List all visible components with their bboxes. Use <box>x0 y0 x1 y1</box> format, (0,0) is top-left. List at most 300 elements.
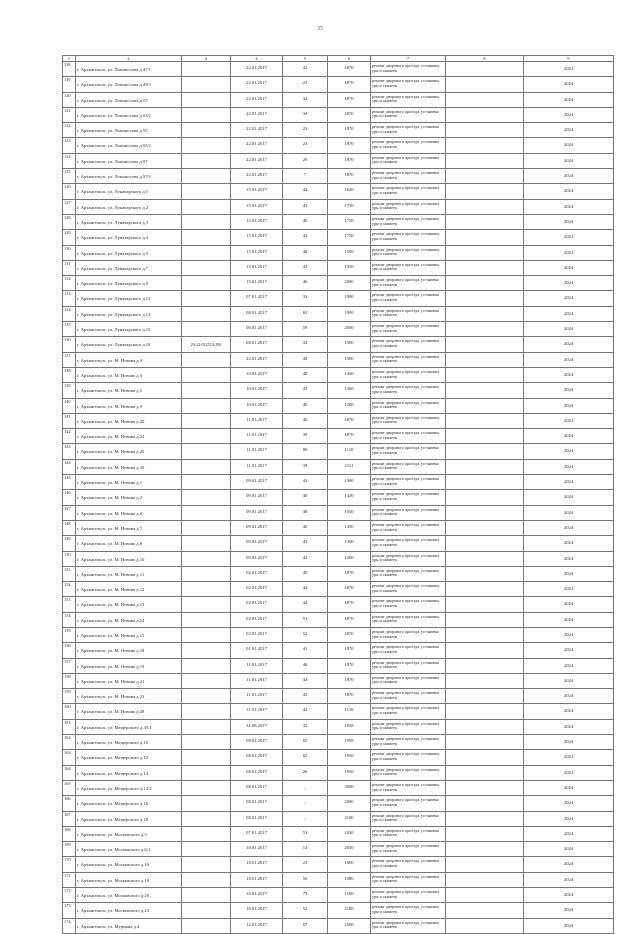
column-5-cell: 48 <box>283 245 328 260</box>
column-8-cell <box>446 765 524 780</box>
column-8-cell <box>446 107 524 122</box>
table-row <box>63 658 614 673</box>
row-number-cell: 152 <box>63 582 76 597</box>
year-cell: 2024 <box>524 459 614 474</box>
column-header: 4 <box>231 56 283 62</box>
row-number-cell: 121 <box>63 107 76 122</box>
cadastral-number-cell <box>182 536 231 551</box>
table-row <box>63 551 614 566</box>
column-5-cell: 53 <box>283 826 328 841</box>
date-cell: 15.01.2017 <box>231 276 283 291</box>
work-description-cell: ремонт дворового проезда, установка урн и скамеек <box>371 306 446 321</box>
work-description-cell: ремонт дворового проезда, установка урн и скамеек <box>371 123 446 138</box>
column-5-cell: 73 <box>283 888 328 903</box>
work-description-cell: ремонт дворового проезда, установка урн и скамеек <box>371 627 446 642</box>
date-cell: 16.01.2017 <box>231 888 283 903</box>
column-8-cell <box>446 689 524 704</box>
column-8-cell <box>446 658 524 673</box>
table-row <box>63 413 614 428</box>
column-6-cell: 1870 <box>328 107 371 122</box>
address-cell: г. Архангельск, ул. Луначарского д.1 <box>76 184 182 199</box>
address-cell: г. Архангельск, ул. Ломоносова д.55/1 <box>76 138 182 153</box>
row-number-cell: 123 <box>63 138 76 153</box>
table-row <box>63 62 614 77</box>
address-cell: г. Архангельск, ул. М. Новова д.5 <box>76 383 182 398</box>
date-cell: 18.01.2017 <box>231 842 283 857</box>
row-number-cell: 133 <box>63 291 76 306</box>
address-cell: г. Архангельск, ул. М. Новова д.20 <box>76 413 182 428</box>
table-row <box>63 643 614 658</box>
work-description-cell: ремонт дворового проезда, установка урн и скамеек <box>371 918 446 933</box>
address-cell: г. Архангельск, ул. Ломоносова д.57 <box>76 153 182 168</box>
table-row <box>63 383 614 398</box>
column-6-cell: 1870 <box>328 689 371 704</box>
column-8-cell <box>446 796 524 811</box>
date-cell: 22.01.2017 <box>231 77 283 92</box>
table-row <box>63 612 614 627</box>
cadastral-number-cell <box>182 475 231 490</box>
row-number-cell: 149 <box>63 536 76 551</box>
address-cell: г. Архангельск, ул. М. Новова д.12 <box>76 582 182 597</box>
column-6-cell: 1110 <box>328 704 371 719</box>
row-number-cell: 155 <box>63 627 76 642</box>
work-description-cell: ремонт дворового проезда, установка урн и скамеек <box>371 245 446 260</box>
column-8-cell <box>446 750 524 765</box>
cadastral-number-cell <box>182 398 231 413</box>
column-6-cell: 1110 <box>328 444 371 459</box>
cadastral-number-cell <box>182 888 231 903</box>
date-cell: 15.01.2017 <box>231 214 283 229</box>
address-cell: г. Архангельск, ул. М. Новова д.15 <box>76 627 182 642</box>
table-row <box>63 398 614 413</box>
column-8-cell <box>446 780 524 795</box>
work-description-cell: ремонт дворового проезда, установка урн и скамеек <box>371 811 446 826</box>
cadastral-number-cell <box>182 673 231 688</box>
year-cell: 2024 <box>524 918 614 933</box>
work-description-cell: ремонт дворового проезда, установка урн и скамеек <box>371 903 446 918</box>
cadastral-number-cell <box>182 780 231 795</box>
column-8-cell <box>446 153 524 168</box>
cadastral-number-cell <box>182 322 231 337</box>
date-cell: 08.01.2017 <box>231 780 283 795</box>
work-description-cell: ремонт дворового проезда, установка урн и скамеек <box>371 658 446 673</box>
row-number-cell: 144 <box>63 459 76 474</box>
row-number-cell: 131 <box>63 260 76 275</box>
work-description-cell: ремонт дворового проезда, установка урн и скамеек <box>371 291 446 306</box>
date-cell: 08.01.2017 <box>231 306 283 321</box>
table-row <box>63 184 614 199</box>
row-number-cell: 168 <box>63 826 76 841</box>
year-cell: 2024 <box>524 566 614 581</box>
column-6-cell: 1870 <box>328 138 371 153</box>
column-5-cell: 65 <box>283 750 328 765</box>
column-5-cell: 46 <box>283 276 328 291</box>
column-6-cell: 1500 <box>328 245 371 260</box>
cadastral-number-cell <box>182 597 231 612</box>
cadastral-number-cell <box>182 413 231 428</box>
column-5-cell: 34 <box>283 107 328 122</box>
row-number-cell: 153 <box>63 597 76 612</box>
column-8-cell <box>446 826 524 841</box>
date-cell: 16.01.2017 <box>231 903 283 918</box>
cadastral-number-cell <box>182 367 231 382</box>
column-6-cell: 1950 <box>328 750 371 765</box>
date-cell: 10.01.2017 <box>231 398 283 413</box>
column-6-cell: 1750 <box>328 214 371 229</box>
column-8-cell <box>446 582 524 597</box>
row-number-cell: 172 <box>63 888 76 903</box>
year-cell: 2024 <box>524 184 614 199</box>
cadastral-number-cell <box>182 689 231 704</box>
date-cell: 11.01.2017 <box>231 413 283 428</box>
column-6-cell: 2151 <box>328 459 371 474</box>
column-8-cell <box>446 322 524 337</box>
column-5-cell: 43 <box>283 383 328 398</box>
table-row <box>63 673 614 688</box>
column-6-cell: 2100 <box>328 811 371 826</box>
column-8-cell <box>446 872 524 887</box>
work-description-cell: ремонт дворового проезда, установка урн и скамеек <box>371 92 446 107</box>
date-cell: 22.01.2017 <box>231 169 283 184</box>
work-description-cell: ремонт дворового проезда, установка урн и скамеек <box>371 107 446 122</box>
column-6-cell: 1500 <box>328 888 371 903</box>
column-6-cell: 1870 <box>328 169 371 184</box>
date-cell: 18.01.2017 <box>231 857 283 872</box>
row-number-cell: 150 <box>63 551 76 566</box>
address-cell: г. Архангельск, ул. Московского д.16 <box>76 857 182 872</box>
work-description-cell: ремонт дворового проезда, установка урн и скамеек <box>371 230 446 245</box>
column-header: 8 <box>446 56 524 62</box>
cadastral-number-cell <box>182 123 231 138</box>
column-5-cell: 48 <box>283 505 328 520</box>
row-number-cell: 156 <box>63 643 76 658</box>
column-8-cell <box>446 230 524 245</box>
work-description-cell: ремонт дворового проезда, установка урн и скамеек <box>371 429 446 444</box>
cadastral-number-cell <box>182 903 231 918</box>
year-cell: 2024 <box>524 520 614 535</box>
row-number-cell: 148 <box>63 520 76 535</box>
date-cell: 09.01.2017 <box>231 551 283 566</box>
column-5-cell: 12 <box>283 842 328 857</box>
work-description-cell: ремонт дворового проезда, установка урн и скамеек <box>371 735 446 750</box>
cadastral-number-cell <box>182 612 231 627</box>
cadastral-number-cell <box>182 153 231 168</box>
row-number-cell: 157 <box>63 658 76 673</box>
work-description-cell: ремонт дворового проезда, установка урн и скамеек <box>371 888 446 903</box>
column-5-cell: 44 <box>283 597 328 612</box>
address-cell: г. Архангельск, ул. Мещерского д.10 <box>76 735 182 750</box>
column-6-cell: 1870 <box>328 92 371 107</box>
work-description-cell: ремонт дворового проезда, установка урн и скамеек <box>371 367 446 382</box>
column-6-cell: 2050 <box>328 842 371 857</box>
row-number-cell: 161 <box>63 719 76 734</box>
column-5-cell: _ <box>283 780 328 795</box>
year-cell: 2024 <box>524 306 614 321</box>
date-cell: 08.01.2017 <box>231 796 283 811</box>
year-cell: 2024 <box>524 627 614 642</box>
row-number-cell: 145 <box>63 475 76 490</box>
column-5-cell: _ <box>283 811 328 826</box>
row-number-cell: 126 <box>63 184 76 199</box>
work-description-cell: ремонт дворового проезда, установка урн и скамеек <box>371 566 446 581</box>
year-cell: 2024 <box>524 367 614 382</box>
date-cell: 02.01.2017 <box>231 566 283 581</box>
column-6-cell: 1300 <box>328 475 371 490</box>
cadastral-number-cell <box>182 107 231 122</box>
row-number-cell: 151 <box>63 566 76 581</box>
date-cell: 09.01.2017 <box>231 520 283 535</box>
row-number-cell: 171 <box>63 872 76 887</box>
address-cell: г. Архангельск, ул. М. Новова д.14 <box>76 612 182 627</box>
cadastral-number-cell <box>182 490 231 505</box>
column-5-cell: 52 <box>283 627 328 642</box>
date-cell: 15.01.2017 <box>231 230 283 245</box>
address-cell: г. Архангельск, ул. М. Новова д.25 <box>76 444 182 459</box>
row-number-cell: 147 <box>63 505 76 520</box>
column-header: 5 <box>283 56 328 62</box>
column-8-cell <box>446 291 524 306</box>
address-cell: г. Архангельск, ул. М. Новова д.11 <box>76 566 182 581</box>
date-cell: 10.01.2017 <box>231 383 283 398</box>
cadastral-number-cell <box>182 918 231 933</box>
column-5-cell: 40 <box>283 566 328 581</box>
column-5-cell: 7 <box>283 169 328 184</box>
work-description-cell: ремонт дворового проезда, установка урн и скамеек <box>371 459 446 474</box>
cadastral-number-cell <box>182 77 231 92</box>
column-8-cell <box>446 398 524 413</box>
address-cell: г. Архангельск, ул. Московского д.5 <box>76 826 182 841</box>
column-5-cell: 42 <box>283 704 328 719</box>
work-description-cell: ремонт дворового проезда, установка урн и скамеек <box>371 612 446 627</box>
address-cell: г. Архангельск, ул. Ломоносова д.47/1 <box>76 62 182 77</box>
table-row <box>63 214 614 229</box>
date-cell: 09.01.2017 <box>231 536 283 551</box>
column-6-cell: 1750 <box>328 230 371 245</box>
year-cell: 2024 <box>524 582 614 597</box>
column-5-cell: _ <box>283 796 328 811</box>
cadastral-number-cell <box>182 199 231 214</box>
cadastral-number-cell <box>182 704 231 719</box>
year-cell: 2024 <box>524 536 614 551</box>
date-cell: 15.01.2017 <box>231 245 283 260</box>
column-5-cell: 43 <box>283 199 328 214</box>
work-description-cell: ремонт дворового проезда, установка урн и скамеек <box>371 184 446 199</box>
table-row <box>63 719 614 734</box>
column-8-cell <box>446 566 524 581</box>
column-8-cell <box>446 888 524 903</box>
column-8-cell <box>446 337 524 352</box>
cadastral-number-cell <box>182 62 231 77</box>
work-description-cell: ремонт дворового проезда, установка урн и скамеек <box>371 413 446 428</box>
year-cell: 2024 <box>524 704 614 719</box>
column-8-cell <box>446 704 524 719</box>
address-cell: г. Архангельск, ул. М. Новова д.28 <box>76 704 182 719</box>
date-cell: 31.08.2017 <box>231 719 283 734</box>
address-cell: г. Архангельск, ул. М. Новова д.21 <box>76 673 182 688</box>
work-description-cell: ремонт дворового проезда, установка урн и скамеек <box>371 383 446 398</box>
column-8-cell <box>446 429 524 444</box>
column-8-cell <box>446 612 524 627</box>
column-5-cell: 46 <box>283 658 328 673</box>
column-5-cell: 44 <box>283 184 328 199</box>
column-5-cell: 40 <box>283 520 328 535</box>
column-5-cell: 45 <box>283 689 328 704</box>
column-6-cell: 1870 <box>328 123 371 138</box>
cadastral-number-cell <box>182 582 231 597</box>
column-6-cell: 1300 <box>328 536 371 551</box>
address-cell: г. Архангельск, ул. М. Новова д.18 <box>76 643 182 658</box>
cadastral-number-cell <box>182 291 231 306</box>
year-cell: 2024 <box>524 888 614 903</box>
year-cell: 2024 <box>524 796 614 811</box>
row-number-cell: 132 <box>63 276 76 291</box>
column-6-cell: 1870 <box>328 429 371 444</box>
year-cell: 2024 <box>524 123 614 138</box>
column-8-cell <box>446 811 524 826</box>
work-description-cell: ремонт дворового проезда, установка урн и скамеек <box>371 199 446 214</box>
column-6-cell: 1870 <box>328 627 371 642</box>
column-6-cell: 2000 <box>328 276 371 291</box>
table-row <box>63 230 614 245</box>
work-description-cell: ремонт дворового проезда, установка урн и скамеек <box>371 490 446 505</box>
column-5-cell: 39 <box>283 459 328 474</box>
page-number: 35 <box>317 26 323 32</box>
table-row <box>63 352 614 367</box>
column-5-cell: 42 <box>283 475 328 490</box>
table-row <box>63 92 614 107</box>
column-5-cell: 46 <box>283 413 328 428</box>
column-5-cell: 43 <box>283 536 328 551</box>
table-row <box>63 520 614 535</box>
row-number-cell: 174 <box>63 918 76 933</box>
cadastral-number-cell <box>182 627 231 642</box>
column-8-cell <box>446 475 524 490</box>
year-cell: 2024 <box>524 658 614 673</box>
cadastral-number-cell <box>182 505 231 520</box>
column-header: 2 <box>76 56 182 62</box>
row-number-cell: 165 <box>63 780 76 795</box>
row-number-cell: 162 <box>63 735 76 750</box>
work-description-cell: ремонт дворового проезда, установка урн и скамеек <box>371 337 446 352</box>
date-cell: 02.01.2017 <box>231 627 283 642</box>
cadastral-number-cell <box>182 719 231 734</box>
column-header: 9 <box>524 56 614 62</box>
column-8-cell <box>446 673 524 688</box>
year-cell: 2024 <box>524 138 614 153</box>
column-6-cell: 3000 <box>328 780 371 795</box>
date-cell: 10.01.2017 <box>231 367 283 382</box>
year-cell: 2024 <box>524 551 614 566</box>
year-cell: 2024 <box>524 643 614 658</box>
column-6-cell: 1086 <box>328 872 371 887</box>
cadastral-number-cell: 29:22:012510:290 <box>182 337 231 352</box>
year-cell: 2024 <box>524 689 614 704</box>
row-number-cell: 167 <box>63 811 76 826</box>
row-number-cell: 139 <box>63 383 76 398</box>
address-cell: г. Архангельск, ул. Мещерского д.14 <box>76 765 182 780</box>
work-description-cell: ремонт дворового проезда, установка урн и скамеек <box>371 536 446 551</box>
address-cell: г. Архангельск, ул. Мещерского д.18 <box>76 811 182 826</box>
cadastral-number-cell <box>182 230 231 245</box>
address-cell: г. Архангельск, ул. Луначарского д.2 <box>76 199 182 214</box>
address-cell: г. Архангельск, ул. М. Новова д.3 <box>76 352 182 367</box>
date-cell: 12.01.2017 <box>231 918 283 933</box>
column-6-cell: 1500 <box>328 352 371 367</box>
column-6-cell: 1200 <box>328 551 371 566</box>
year-cell: 2024 <box>524 107 614 122</box>
column-6-cell: 1620 <box>328 184 371 199</box>
cadastral-number-cell <box>182 796 231 811</box>
work-description-cell: ремонт дворового проезда, установка урн и скамеек <box>371 872 446 887</box>
address-cell: г. Архангельск, ул. Московского д.23 <box>76 903 182 918</box>
cadastral-number-cell <box>182 658 231 673</box>
table-row <box>63 153 614 168</box>
column-8-cell <box>446 643 524 658</box>
date-cell: 09.01.2017 <box>231 475 283 490</box>
column-5-cell: 42 <box>283 551 328 566</box>
cadastral-number-cell <box>182 214 231 229</box>
row-number-cell: 146 <box>63 490 76 505</box>
row-number-cell: 127 <box>63 199 76 214</box>
column-5-cell: 32 <box>283 719 328 734</box>
work-description-cell: ремонт дворового проезда, установка урн и скамеек <box>371 551 446 566</box>
address-cell: г. Архангельск, ул. Луначарского д.18 <box>76 337 182 352</box>
column-6-cell: 1870 <box>328 612 371 627</box>
cadastral-number-cell <box>182 260 231 275</box>
row-number-cell: 129 <box>63 230 76 245</box>
work-description-cell: ремонт дворового проезда, установка урн и скамеек <box>371 643 446 658</box>
cadastral-number-cell <box>182 352 231 367</box>
year-cell: 2024 <box>524 214 614 229</box>
address-cell: г. Архангельск, ул. Мурмана д.4 <box>76 918 182 933</box>
work-description-cell: ремонт дворового проезда, установка урн и скамеек <box>371 62 446 77</box>
work-description-cell: ремонт дворового проезда, установка урн и скамеек <box>371 505 446 520</box>
row-number-cell: 118 <box>63 62 76 77</box>
column-5-cell: 56 <box>283 872 328 887</box>
data-table <box>62 55 614 934</box>
address-cell: г. Архангельск, ул. М. Новова д.30 <box>76 459 182 474</box>
year-cell: 2024 <box>524 475 614 490</box>
address-cell: г. Архангельск, ул. Луначарского д.15 <box>76 322 182 337</box>
row-number-cell: 169 <box>63 842 76 857</box>
year-cell: 2024 <box>524 352 614 367</box>
column-8-cell <box>446 536 524 551</box>
column-6-cell: 2000 <box>328 322 371 337</box>
table-row <box>63 780 614 795</box>
address-cell: г. Архангельск, ул. Луначарского д.11 <box>76 291 182 306</box>
date-cell: 09.01.2017 <box>231 490 283 505</box>
column-6-cell: 1450 <box>328 367 371 382</box>
column-8-cell <box>446 199 524 214</box>
date-cell: 08.01.2017 <box>231 750 283 765</box>
table-row <box>63 123 614 138</box>
date-cell: 22.01.2017 <box>231 92 283 107</box>
date-cell: 08.01.2017 <box>231 337 283 352</box>
column-6-cell: 1058 <box>328 719 371 734</box>
address-cell: г. Архангельск, ул. М. Новова д.2 <box>76 490 182 505</box>
row-number-cell: 122 <box>63 123 76 138</box>
date-cell: 11.01.2017 <box>231 689 283 704</box>
table-row <box>63 857 614 872</box>
column-5-cell: 46 <box>283 214 328 229</box>
work-description-cell: ремонт дворового проезда, установка урн и скамеек <box>371 842 446 857</box>
row-number-cell: 128 <box>63 214 76 229</box>
address-cell: г. Архангельск, ул. М. Новова д.10 <box>76 551 182 566</box>
cadastral-number-cell <box>182 92 231 107</box>
work-description-cell: ремонт дворового проезда, установка урн и скамеек <box>371 719 446 734</box>
year-cell: 2024 <box>524 505 614 520</box>
date-cell: 22.01.2017 <box>231 123 283 138</box>
